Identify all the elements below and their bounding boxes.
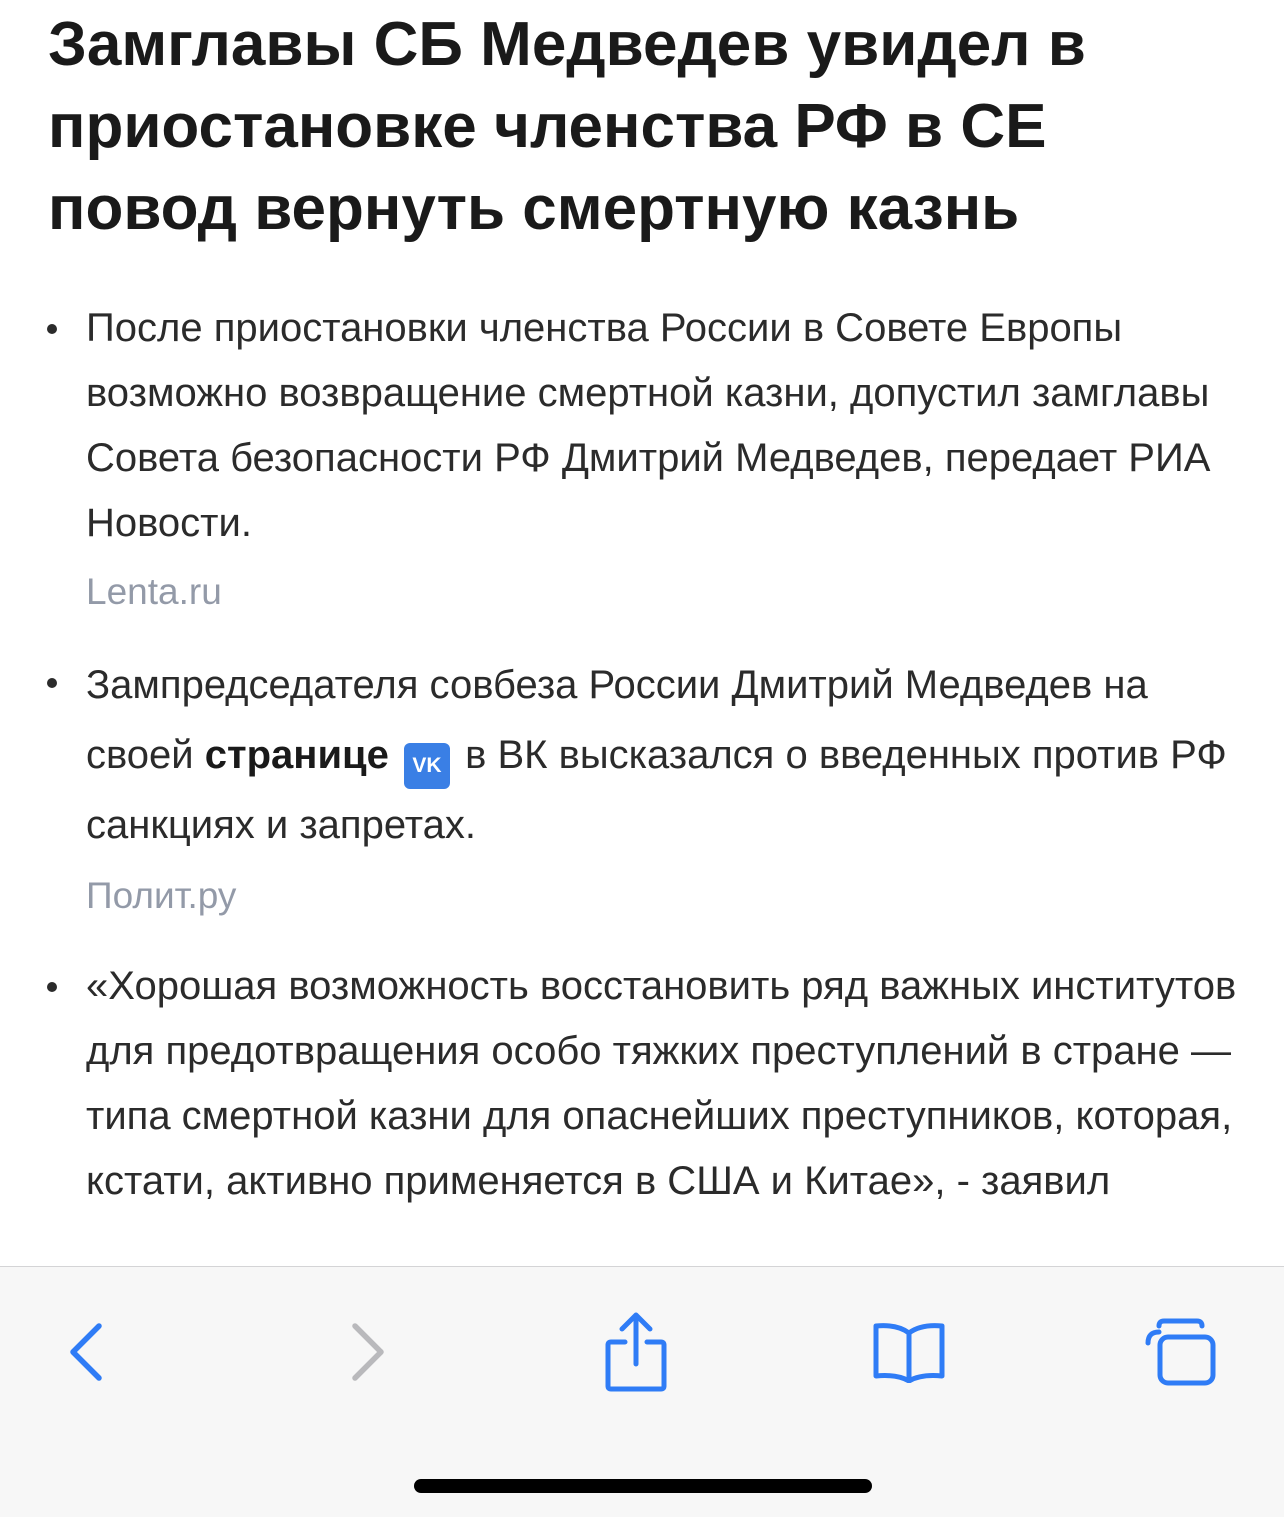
news-item — [0, 296, 1284, 622]
share-button[interactable] — [581, 1307, 691, 1397]
source-link-lenta[interactable]: Lenta.ru — [86, 571, 222, 612]
tabs-button[interactable] — [1126, 1307, 1236, 1397]
source-link-polit[interactable]: Полит.ру — [86, 875, 237, 916]
news-item-text: «Хорошая возможность восстановить ряд важных институтов для предотвращения особо тяжких преступлений в стране — типа смертной казни для опаснейших преступников, которая, кстати, активно применяется в США и Китае», - заявил — [86, 964, 1237, 1203]
news-item-text: После приостановки членства России в Совете Европы возможно возвращение смертной казни, допустил замглавы Совета безопасности РФ Дмитрий Медведев, передает РИА Новости. — [86, 306, 1211, 545]
news-item — [0, 650, 1284, 926]
tabs-icon — [1145, 1318, 1217, 1386]
bullet-icon — [47, 982, 57, 992]
news-item — [0, 954, 1284, 1214]
news-item-text-before: Зампредседателя совбеза России Дмитрий Медведев на своей — [86, 663, 1148, 777]
bullet-icon — [47, 324, 57, 334]
share-icon — [605, 1312, 667, 1392]
article-headline: Замглавы СБ Медведев увидел в приостановке членства РФ в СЕ повод вернуть смертную казнь — [48, 10, 1086, 243]
book-icon — [872, 1321, 946, 1383]
news-item-text-after: в ВК высказался о введенных против РФ санкциях и запретах. — [86, 733, 1227, 847]
bookmarks-button[interactable] — [854, 1307, 964, 1397]
back-button[interactable] — [32, 1307, 142, 1397]
vk-logo-icon[interactable]: VK — [404, 743, 450, 789]
chevron-left-icon — [67, 1322, 107, 1382]
bullet-icon — [47, 678, 57, 688]
home-indicator — [414, 1479, 872, 1493]
forward-button[interactable] — [312, 1307, 422, 1397]
news-item-text — [86, 650, 1238, 860]
news-item-list — [0, 296, 1284, 1214]
chevron-right-icon — [347, 1322, 387, 1382]
vk-page-link[interactable]: странице — [204, 733, 389, 777]
browser-toolbar — [0, 1266, 1284, 1517]
